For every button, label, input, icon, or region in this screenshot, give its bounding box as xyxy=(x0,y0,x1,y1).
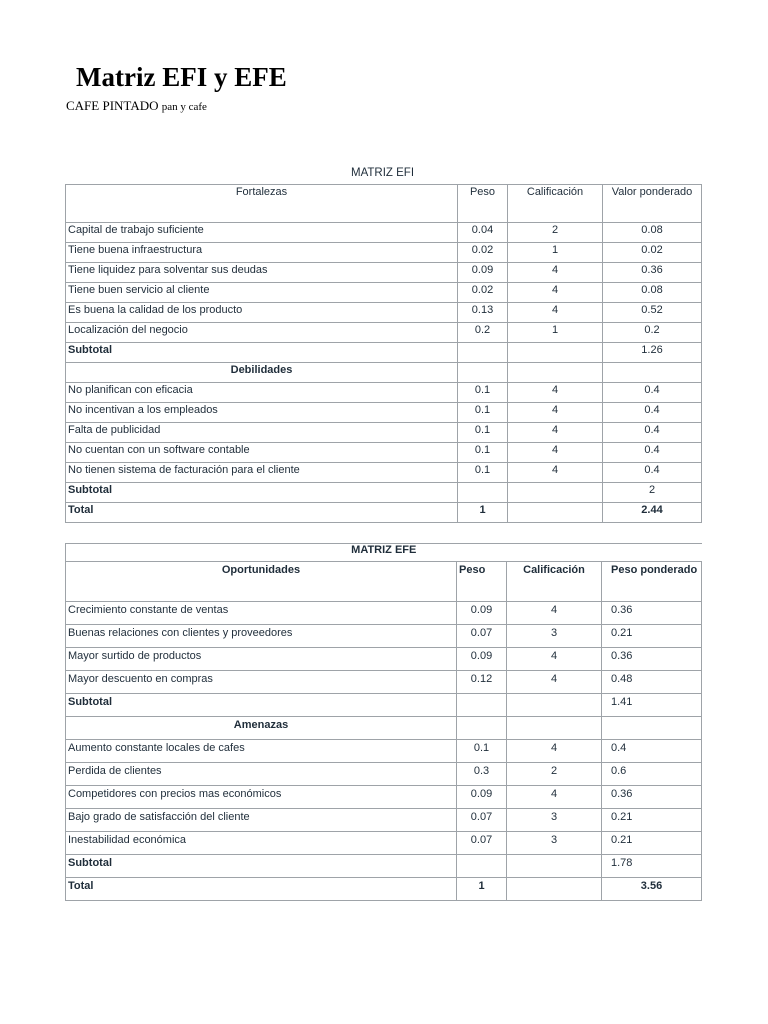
efe-amenaza-calificacion: 3 xyxy=(507,809,602,832)
efe-amenaza-factor: Competidores con precios mas económicos xyxy=(66,786,457,809)
efe-subtotal-oportunidades-calificacion xyxy=(507,694,602,717)
efe-total xyxy=(66,878,702,901)
efi-debilidades-header-calificacion xyxy=(508,363,603,383)
efi-fortaleza-calificacion: 4 xyxy=(508,263,603,283)
efe-header-oportunidades: Oportunidades xyxy=(66,562,457,602)
efi-debilidad-valor: 0.4 xyxy=(603,383,702,403)
efi-debilidad-calificacion: 4 xyxy=(508,463,603,483)
efi-fortaleza-factor: Es buena la calidad de los producto xyxy=(66,303,458,323)
efe-oportunidad-peso: 0.09 xyxy=(457,648,507,671)
efi-debilidades-header-valor xyxy=(603,363,702,383)
efe-amenaza-row xyxy=(66,763,702,786)
efi-fortaleza-peso: 0.04 xyxy=(458,223,508,243)
efe-amenazas-header-valor xyxy=(602,717,702,740)
efi-fortaleza-factor: Localización del negocio xyxy=(66,323,458,343)
efi-debilidad-valor: 0.4 xyxy=(603,463,702,483)
efi-debilidad-peso: 0.1 xyxy=(458,383,508,403)
efe-amenaza-valor: 0.21 xyxy=(602,832,702,855)
efi-debilidad-factor: No incentivan a los empleados xyxy=(66,403,458,423)
efi-fortaleza-peso: 0.02 xyxy=(458,283,508,303)
efe-amenaza-valor: 0.21 xyxy=(602,809,702,832)
efe-oportunidad-row xyxy=(66,671,702,694)
efe-oportunidad-row xyxy=(66,625,702,648)
efe-subtotal-oportunidades-label: Subtotal xyxy=(66,694,457,717)
efi-debilidad-valor: 0.4 xyxy=(603,423,702,443)
efi-debilidad-factor: No cuentan con un software contable xyxy=(66,443,458,463)
efi-header-calificacion: Calificación xyxy=(508,185,603,223)
efi-fortaleza-row xyxy=(66,323,702,343)
efe-amenaza-factor: Aumento constante locales de cafes xyxy=(66,740,457,763)
efe-header-calificacion: Calificación xyxy=(507,562,602,602)
efi-header-fortalezas: Fortalezas xyxy=(66,185,458,223)
company-name xyxy=(66,98,207,114)
efe-oportunidad-peso: 0.12 xyxy=(457,671,507,694)
efe-amenaza-factor: Inestabilidad económica xyxy=(66,832,457,855)
efe-subtotal-amenazas-valor: 1.78 xyxy=(602,855,702,878)
efe-amenazas-header-label: Amenazas xyxy=(66,717,457,740)
efe-subtotal-amenazas-label: Subtotal xyxy=(66,855,457,878)
efi-debilidad-calificacion: 4 xyxy=(508,383,603,403)
efe-amenaza-peso: 0.09 xyxy=(457,786,507,809)
efi-header-peso: Peso xyxy=(458,185,508,223)
efe-caption-row xyxy=(66,544,702,562)
efe-amenazas-header-calificacion xyxy=(507,717,602,740)
efe-header-peso-ponderado: Peso ponderado xyxy=(602,562,702,602)
efi-subtotal-debilidades xyxy=(66,483,702,503)
efi-debilidad-factor: No planifican con eficacia xyxy=(66,383,458,403)
efe-oportunidad-factor: Crecimiento constante de ventas xyxy=(66,602,457,625)
efi-debilidad-peso: 0.1 xyxy=(458,423,508,443)
efi-debilidad-peso: 0.1 xyxy=(458,403,508,423)
efi-total-peso: 1 xyxy=(458,503,508,523)
efe-oportunidad-valor: 0.36 xyxy=(602,602,702,625)
efe-amenaza-row xyxy=(66,786,702,809)
efi-debilidad-calificacion: 4 xyxy=(508,423,603,443)
efi-debilidad-factor: No tienen sistema de facturación para el cliente xyxy=(66,463,458,483)
company-name-main: CAFE PINTADO xyxy=(66,98,162,113)
efi-debilidad-row xyxy=(66,423,702,443)
efi-total-label: Total xyxy=(66,503,458,523)
efe-matrix-table xyxy=(65,543,702,901)
efe-caption: MATRIZ EFE xyxy=(66,544,702,562)
efe-oportunidad-factor: Mayor surtido de productos xyxy=(66,648,457,671)
efi-subtotal-debilidades-calificacion xyxy=(508,483,603,503)
efi-fortaleza-row xyxy=(66,303,702,323)
efi-total xyxy=(66,503,702,523)
efe-subtotal-amenazas-calificacion xyxy=(507,855,602,878)
efe-amenaza-calificacion: 4 xyxy=(507,786,602,809)
efe-amenaza-peso: 0.1 xyxy=(457,740,507,763)
efi-subtotal-debilidades-label: Subtotal xyxy=(66,483,458,503)
efi-fortaleza-peso: 0.2 xyxy=(458,323,508,343)
efi-fortaleza-calificacion: 4 xyxy=(508,303,603,323)
efi-fortaleza-factor: Tiene buen servicio al cliente xyxy=(66,283,458,303)
efi-debilidad-valor: 0.4 xyxy=(603,443,702,463)
efi-fortaleza-peso: 0.02 xyxy=(458,243,508,263)
efi-fortaleza-valor: 0.52 xyxy=(603,303,702,323)
efe-oportunidad-valor: 0.48 xyxy=(602,671,702,694)
efe-oportunidad-peso: 0.07 xyxy=(457,625,507,648)
efi-debilidades-header-peso xyxy=(458,363,508,383)
efi-debilidades-header-label: Debilidades xyxy=(66,363,458,383)
efi-subtotal-debilidades-valor: 2 xyxy=(603,483,702,503)
efe-amenaza-peso: 0.3 xyxy=(457,763,507,786)
efi-total-valor: 2.44 xyxy=(603,503,702,523)
efe-oportunidad-row xyxy=(66,602,702,625)
efe-amenaza-row xyxy=(66,809,702,832)
efe-amenaza-factor: Bajo grado de satisfacción del cliente xyxy=(66,809,457,832)
efi-debilidad-row xyxy=(66,443,702,463)
efi-subtotal-debilidades-peso xyxy=(458,483,508,503)
efi-debilidad-valor: 0.4 xyxy=(603,403,702,423)
efi-fortaleza-row xyxy=(66,283,702,303)
efi-fortaleza-valor: 0.08 xyxy=(603,223,702,243)
efi-fortaleza-row xyxy=(66,243,702,263)
efe-subtotal-oportunidades-peso xyxy=(457,694,507,717)
efe-amenaza-calificacion: 2 xyxy=(507,763,602,786)
efe-amenaza-valor: 0.36 xyxy=(602,786,702,809)
efe-header-row xyxy=(66,562,702,602)
efi-total-calificacion xyxy=(508,503,603,523)
efi-subtotal-fortalezas-peso xyxy=(458,343,508,363)
efe-oportunidad-row xyxy=(66,648,702,671)
efi-fortaleza-calificacion: 4 xyxy=(508,283,603,303)
efi-fortaleza-factor: Capital de trabajo suficiente xyxy=(66,223,458,243)
efe-header-peso: Peso xyxy=(457,562,507,602)
page-title: Matriz EFI y EFE xyxy=(76,62,287,92)
efe-total-calificacion xyxy=(507,878,602,901)
efi-debilidad-factor: Falta de publicidad xyxy=(66,423,458,443)
efe-amenaza-peso: 0.07 xyxy=(457,809,507,832)
efi-fortaleza-row xyxy=(66,223,702,243)
efe-oportunidad-calificacion: 3 xyxy=(507,625,602,648)
efi-debilidad-row xyxy=(66,403,702,423)
efi-debilidad-calificacion: 4 xyxy=(508,443,603,463)
efi-header-row xyxy=(66,185,702,223)
efi-fortaleza-peso: 0.13 xyxy=(458,303,508,323)
efi-fortaleza-row xyxy=(66,263,702,283)
efe-amenaza-peso: 0.07 xyxy=(457,832,507,855)
efi-fortaleza-calificacion: 2 xyxy=(508,223,603,243)
efe-oportunidad-peso: 0.09 xyxy=(457,602,507,625)
efe-subtotal-amenazas xyxy=(66,855,702,878)
efi-fortaleza-valor: 0.36 xyxy=(603,263,702,283)
efi-debilidad-peso: 0.1 xyxy=(458,463,508,483)
efi-fortaleza-valor: 0.02 xyxy=(603,243,702,263)
efi-fortaleza-factor: Tiene liquidez para solventar sus deudas xyxy=(66,263,458,283)
efe-oportunidad-calificacion: 4 xyxy=(507,671,602,694)
efi-fortaleza-peso: 0.09 xyxy=(458,263,508,283)
efe-oportunidad-factor: Buenas relaciones con clientes y proveedores xyxy=(66,625,457,648)
efi-subtotal-fortalezas-valor: 1.26 xyxy=(603,343,702,363)
efi-subtotal-fortalezas xyxy=(66,343,702,363)
efe-total-label: Total xyxy=(66,878,457,901)
efi-debilidad-row xyxy=(66,383,702,403)
efe-amenaza-calificacion: 4 xyxy=(507,740,602,763)
efi-subtotal-fortalezas-calificacion xyxy=(508,343,603,363)
efi-fortaleza-valor: 0.08 xyxy=(603,283,702,303)
efe-amenaza-row xyxy=(66,740,702,763)
efe-subtotal-oportunidades-valor: 1.41 xyxy=(602,694,702,717)
efe-total-valor: 3.56 xyxy=(602,878,702,901)
efi-header-valor-ponderado: Valor ponderado xyxy=(603,185,702,223)
efe-subtotal-oportunidades xyxy=(66,694,702,717)
efi-subtotal-fortalezas-label: Subtotal xyxy=(66,343,458,363)
efe-amenaza-valor: 0.6 xyxy=(602,763,702,786)
efe-amenaza-calificacion: 3 xyxy=(507,832,602,855)
efe-oportunidad-valor: 0.36 xyxy=(602,648,702,671)
efe-amenaza-row xyxy=(66,832,702,855)
efe-oportunidad-calificacion: 4 xyxy=(507,602,602,625)
efi-debilidad-calificacion: 4 xyxy=(508,403,603,423)
efi-fortaleza-factor: Tiene buena infraestructura xyxy=(66,243,458,263)
efi-fortaleza-calificacion: 1 xyxy=(508,243,603,263)
efe-total-peso: 1 xyxy=(457,878,507,901)
efi-debilidad-peso: 0.1 xyxy=(458,443,508,463)
efi-fortaleza-valor: 0.2 xyxy=(603,323,702,343)
efe-oportunidad-factor: Mayor descuento en compras xyxy=(66,671,457,694)
efi-fortaleza-calificacion: 1 xyxy=(508,323,603,343)
efe-oportunidad-calificacion: 4 xyxy=(507,648,602,671)
efi-matrix-table xyxy=(65,184,702,523)
company-name-tagline: pan y cafe xyxy=(161,101,207,113)
efe-oportunidad-valor: 0.21 xyxy=(602,625,702,648)
efi-debilidad-row xyxy=(66,463,702,483)
efe-amenaza-factor: Perdida de clientes xyxy=(66,763,457,786)
efe-amenazas-header-peso xyxy=(457,717,507,740)
efe-amenazas-header xyxy=(66,717,702,740)
efe-subtotal-amenazas-peso xyxy=(457,855,507,878)
efi-debilidades-header xyxy=(66,363,702,383)
efe-amenaza-valor: 0.4 xyxy=(602,740,702,763)
efi-caption: MATRIZ EFI xyxy=(350,167,415,179)
